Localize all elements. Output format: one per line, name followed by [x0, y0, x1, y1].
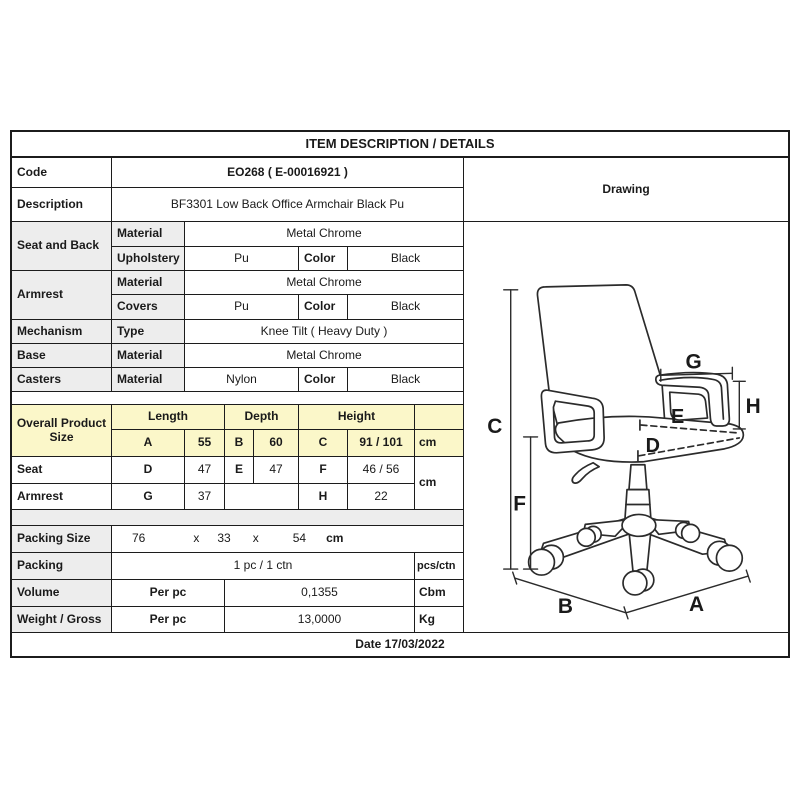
casters-material-value: Nylon	[185, 368, 299, 392]
volume-value: 0,1355	[225, 580, 415, 607]
dim-value-e: 47	[254, 457, 299, 484]
dim-key-e: E	[225, 457, 254, 484]
size-height-header: Height	[299, 405, 415, 430]
dim-key-a: A	[112, 430, 185, 457]
volume-per-label: Per pc	[112, 580, 225, 607]
packing-size-label: Packing Size	[12, 526, 112, 553]
group-overall-size: Overall Product Size	[12, 405, 112, 457]
size-unit-spacer	[415, 405, 464, 430]
description-value: BF3301 Low Back Office Armchair Black Pu	[112, 188, 464, 222]
armrest-material-label: Material	[112, 271, 185, 295]
label-d: D	[645, 434, 661, 457]
base-material-label: Material	[112, 344, 185, 368]
dim-value-d: 47	[185, 457, 225, 484]
dim-value-h: 22	[348, 484, 415, 510]
size-depth-header: Depth	[225, 405, 299, 430]
dim-value-c: 91 / 101	[348, 430, 415, 457]
seat-back-color-value: Black	[348, 247, 464, 271]
chair-gas-lift-upper	[629, 465, 647, 490]
dim-value-a: 55	[185, 430, 225, 457]
dim-empty-cell	[225, 484, 299, 510]
packing-dim-3: 54	[292, 531, 307, 546]
base-material-value: Metal Chrome	[185, 344, 464, 368]
packing-value: 1 pc / 1 ctn	[112, 553, 415, 580]
packing-dim-2: 33	[217, 531, 231, 546]
seat-armrest-unit: cm	[415, 457, 464, 510]
armrest-covers-label: Covers	[112, 295, 185, 320]
group-base: Base	[12, 344, 112, 368]
label-g: G	[685, 350, 702, 374]
dim-key-g: G	[112, 484, 185, 510]
group-seat-and-back: Seat and Back	[12, 222, 112, 271]
overall-unit: cm	[415, 430, 464, 457]
size-seat-label: Seat	[12, 457, 112, 484]
dim-key-f: F	[299, 457, 348, 484]
chair-hub	[622, 514, 656, 536]
date-row: Date 17/03/2022	[12, 633, 788, 656]
seat-back-upholstery-label: Upholstery	[112, 247, 185, 271]
group-armrest: Armrest	[12, 271, 112, 320]
drawing-cell	[464, 222, 788, 633]
label-h: H	[745, 395, 761, 419]
group-casters: Casters	[12, 368, 112, 392]
dim-key-c: C	[299, 430, 348, 457]
caster-left	[529, 549, 555, 575]
spacer-row	[12, 392, 464, 405]
armrest-covers-value: Pu	[185, 295, 299, 320]
packing-x-2: x	[252, 531, 259, 546]
dim-key-b: B	[225, 430, 254, 457]
chair-tilt-lever	[572, 463, 599, 483]
volume-label: Volume	[12, 580, 112, 607]
packing-dim-1: 76	[132, 531, 146, 546]
weight-per-label: Per pc	[112, 607, 225, 633]
mechanism-type-value: Knee Tilt ( Heavy Duty )	[185, 320, 464, 344]
weight-unit: Kg	[415, 607, 464, 633]
dim-value-f: 46 / 56	[348, 457, 415, 484]
dim-value-b: 60	[254, 430, 299, 457]
sheet-title: ITEM DESCRIPTION / DETAILS	[12, 132, 788, 158]
label-b: B	[557, 594, 573, 618]
code-value: EO268 ( E-00016921 )	[112, 158, 464, 188]
label-c: C	[487, 414, 503, 438]
armrest-color-value: Black	[348, 295, 464, 320]
description-label: Description	[12, 188, 112, 222]
packing-size-unit: cm	[326, 531, 344, 546]
packing-label: Packing	[12, 553, 112, 580]
caster-front	[623, 571, 647, 595]
casters-material-label: Material	[112, 368, 185, 392]
drawing-header: Drawing	[464, 158, 788, 222]
chair-leg-front	[629, 531, 651, 571]
label-e: E	[671, 406, 685, 429]
volume-unit: Cbm	[415, 580, 464, 607]
packing-x-1: x	[193, 531, 200, 546]
dim-value-g: 37	[185, 484, 225, 510]
caster-right	[716, 545, 742, 571]
size-length-header: Length	[112, 405, 225, 430]
mechanism-type-label: Type	[112, 320, 185, 344]
packing-size-value	[112, 526, 464, 553]
seat-back-material-label: Material	[112, 222, 185, 247]
spacer-row-2	[12, 510, 464, 526]
caster-back-left	[577, 528, 595, 546]
seat-back-color-label: Color	[299, 247, 348, 271]
armrest-color-label: Color	[299, 295, 348, 320]
label-a: A	[689, 592, 705, 616]
caster-back-right	[682, 524, 700, 542]
label-f: F	[513, 492, 527, 516]
dim-h	[733, 381, 745, 429]
seat-back-upholstery-value: Pu	[185, 247, 299, 271]
chair-drawing	[464, 222, 788, 630]
packing-unit: pcs/ctn	[415, 553, 464, 580]
size-armrest-label: Armrest	[12, 484, 112, 510]
armrest-material-value: Metal Chrome	[185, 271, 464, 295]
casters-color-label: Color	[299, 368, 348, 392]
casters-color-value: Black	[348, 368, 464, 392]
item-details-table	[10, 130, 790, 658]
dim-c	[504, 290, 518, 569]
code-label: Code	[12, 158, 112, 188]
dim-key-h: H	[299, 484, 348, 510]
weight-label: Weight / Gross	[12, 607, 112, 633]
group-mechanism: Mechanism	[12, 320, 112, 344]
weight-value: 13,0000	[225, 607, 415, 633]
dim-key-d: D	[112, 457, 185, 484]
seat-back-material-value: Metal Chrome	[185, 222, 464, 247]
